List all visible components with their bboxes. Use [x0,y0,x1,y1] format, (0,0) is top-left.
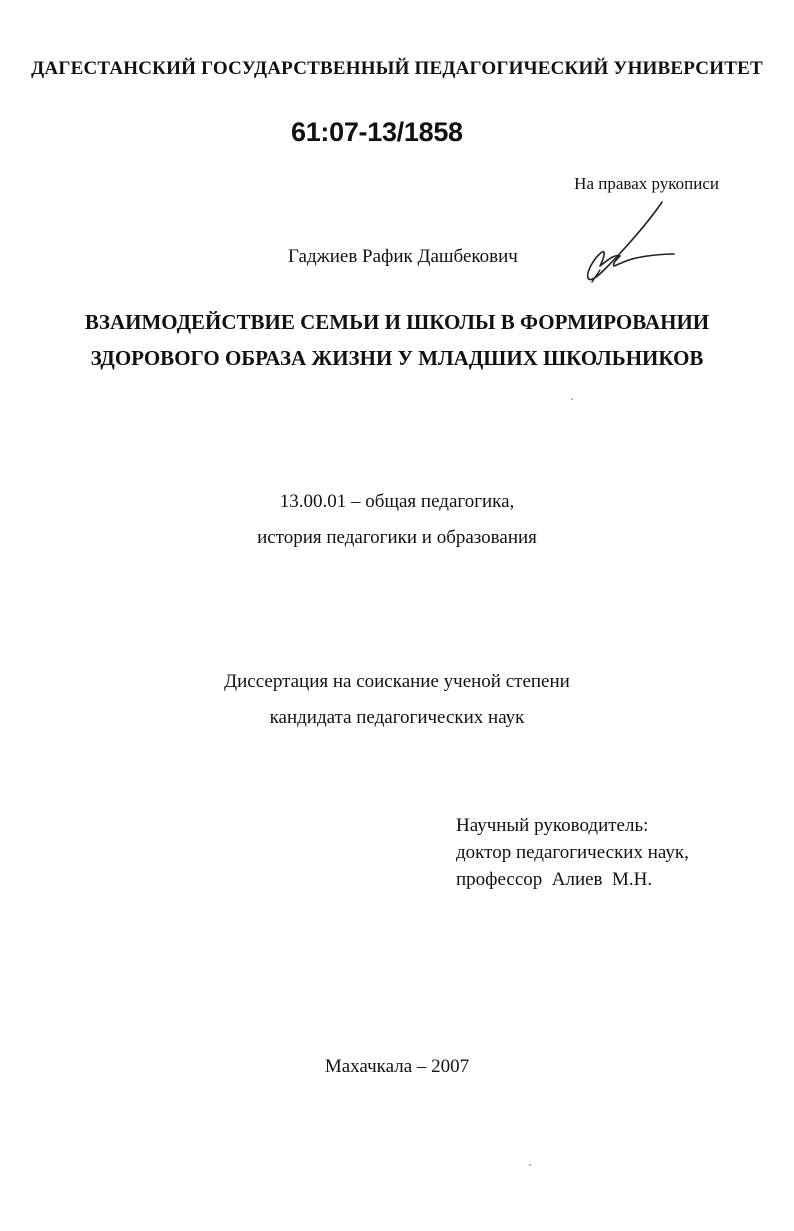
manuscript-rights-note: На правах рукописи [574,174,719,193]
degree-statement [0,664,794,736]
specialty-code [0,484,794,556]
university-name: ДАГЕСТАНСКИЙ ГОСУДАРСТВЕННЫЙ ПЕДАГОГИЧЕСКИЙ УНИВЕРСИТЕТ [31,58,763,79]
catalog-number: 61:07-13/1858 [291,117,463,147]
title-line: ЗДОРОВОГО ОБРАЗА ЖИЗНИ У МЛАДШИХ ШКОЛЬНИКОВ [90,346,704,370]
supervisor-line: профессор Алиев М.Н. [456,869,653,890]
scientific-supervisor [456,812,689,893]
specialty-line: 13.00.01 – общая педагогика, [279,491,515,512]
supervisor-line: доктор педагогических наук, [456,842,689,863]
handwritten-signature [580,198,676,286]
scan-speck [571,398,573,400]
degree-line: кандидата педагогических наук [269,707,525,728]
dissertation-title [0,304,794,376]
supervisor-line: Научный руководитель: [456,815,649,836]
specialty-line: история педагогики и образования [257,527,537,548]
degree-line: Диссертация на соискание ученой степени [224,671,570,692]
author-name: Гаджиев Рафик Дашбекович [288,246,518,267]
scan-speck [529,1164,531,1166]
city-year: Махачкала – 2007 [324,1056,470,1077]
title-line: ВЗАИМОДЕЙСТВИЕ СЕМЬИ И ШКОЛЫ В ФОРМИРОВАНИИ [84,310,710,334]
